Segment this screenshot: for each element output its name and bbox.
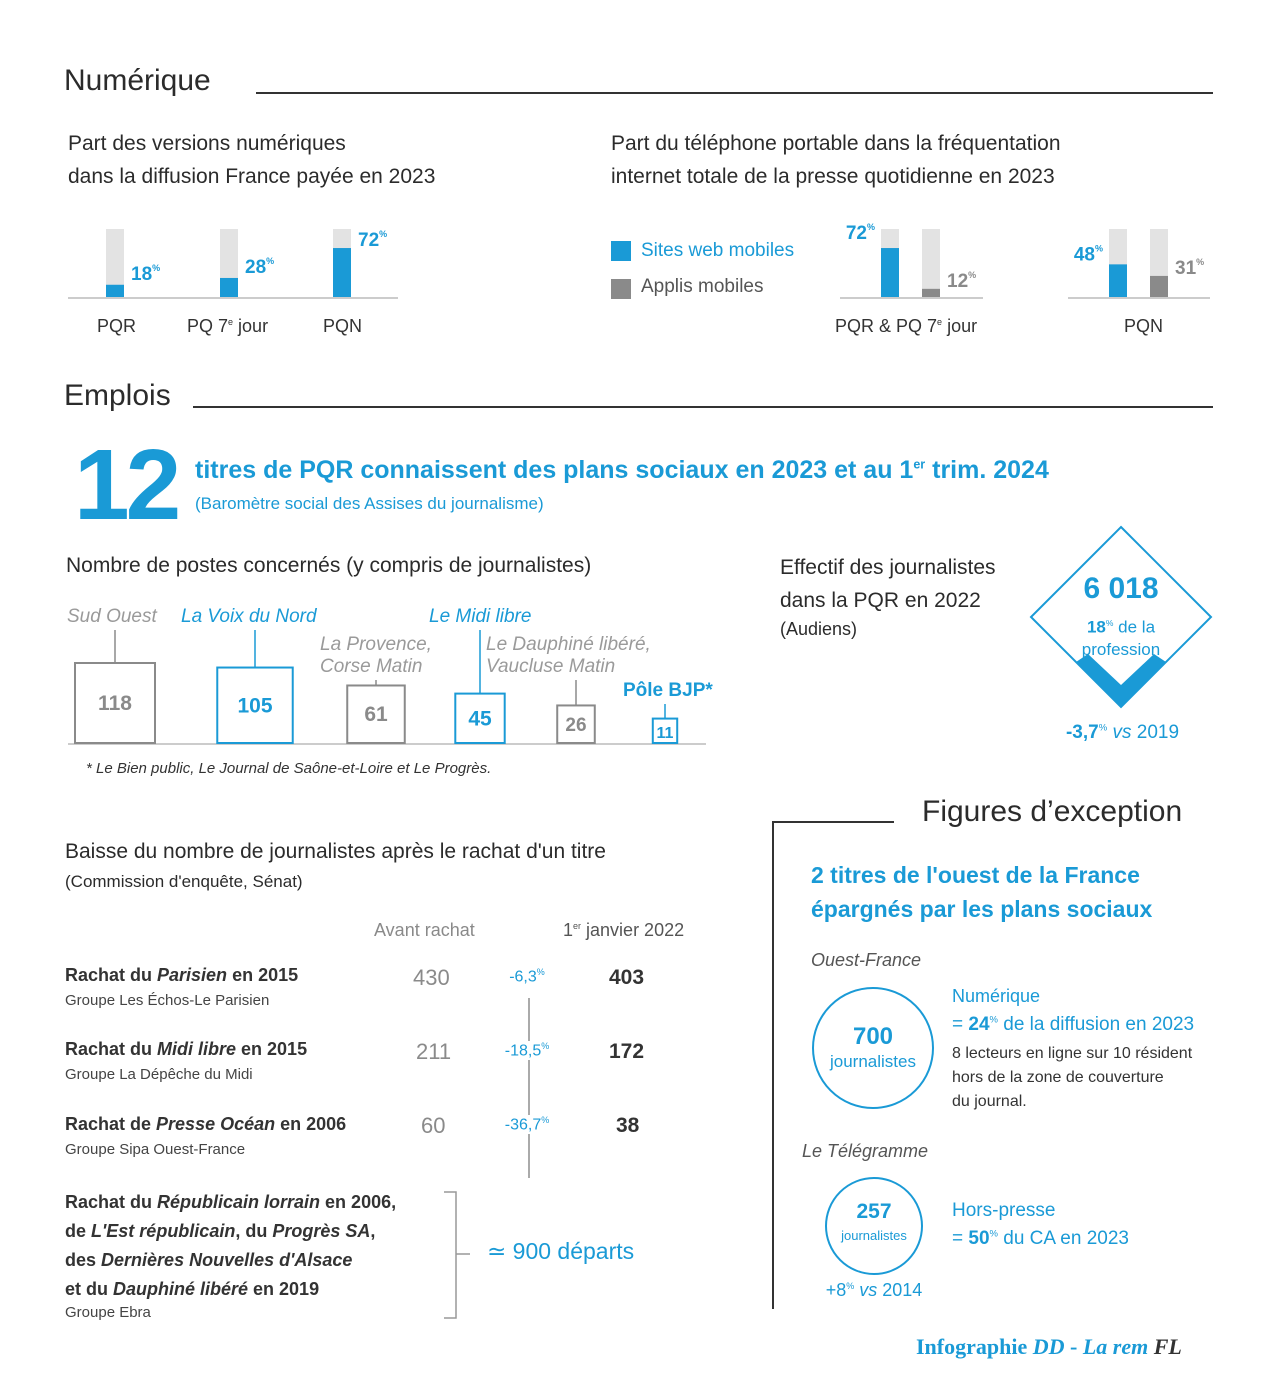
chart3-value-0: 118	[98, 692, 132, 715]
chart2-track-1-0	[922, 229, 940, 297]
chart1-bar-0	[106, 285, 124, 297]
chart3-category-4-line1: Vaucluse Matin	[486, 656, 616, 677]
chart1-bar-2	[333, 248, 351, 297]
section-title-emplois: Emplois	[64, 379, 171, 412]
table-row-2-name: Rachat de Presse Océan en 2006	[65, 1114, 347, 1134]
chart2-bar-1-0	[922, 289, 940, 297]
figures-frame-left	[772, 821, 774, 1309]
telegramme-name: Le Télégramme	[802, 1141, 929, 1161]
chart2-value-1-0: 12%	[947, 269, 977, 292]
chart3-category-2-line0: La Provence,	[320, 634, 432, 655]
chart1-value-1: 28%	[245, 255, 275, 278]
chart3-footnote: * Le Bien public, Le Journal de Saône-et-Loire et Le Progrès.	[86, 760, 492, 777]
telegramme-change: +8% vs 2014	[825, 1280, 923, 1300]
table-row-0-group: Groupe Les Échos-Le Parisien	[65, 992, 270, 1009]
chart3-category-4-line0: Le Dauphiné libéré,	[486, 634, 651, 655]
figures-headline-line2: épargnés par les plans sociaux	[811, 896, 1153, 922]
diamond-arrow-down-icon	[1076, 654, 1166, 707]
chart2-bar-0-0	[881, 248, 899, 297]
table-title: Baisse du nombre de journalistes après le rachat d'un titre	[65, 840, 606, 863]
table-row-1-after: 172	[609, 1040, 645, 1063]
effectif-title-line1: Effectif des journalistes	[780, 556, 996, 579]
chart2-bar-1-1	[1150, 276, 1168, 297]
legend-label-applis: Applis mobiles	[641, 276, 764, 297]
section-title-numerique: Numérique	[64, 64, 211, 97]
chart3-value-1: 105	[237, 694, 273, 718]
telegramme-topic: Hors-presse	[952, 1200, 1056, 1221]
section-title-figures: Figures d’exception	[922, 795, 1183, 828]
telegramme-stat: = 50% du CA en 2023	[952, 1228, 1129, 1249]
chart1-cat-pq7: PQ 7e jour	[187, 316, 269, 336]
telegramme-circle	[825, 1177, 923, 1275]
table-row-2-group: Groupe Sipa Ouest-France	[65, 1141, 246, 1158]
chart3-category-2-line1: Corse Matin	[320, 656, 423, 677]
telegramme-count-label: journalistes	[841, 1228, 907, 1243]
effectif-source: (Audiens)	[780, 619, 858, 639]
figures-frame-top	[772, 821, 894, 823]
chart2-cat-pqr-pq7: PQR & PQ 7e jour	[835, 316, 978, 336]
figures-headline	[811, 858, 1152, 926]
chart3-value-3: 45	[468, 707, 492, 731]
chart1-value-0: 18%	[131, 262, 161, 285]
effectif-change: -3,7% vs 2019	[1065, 722, 1180, 743]
chart1-title	[68, 127, 548, 193]
chart2-cat-pqn: PQN	[1124, 316, 1164, 336]
table-row-0-after: 403	[609, 966, 645, 989]
chart3-value-4: 26	[565, 715, 587, 737]
chart2-title-line2: internet totale de la presse quotidienne en 2023	[611, 165, 1055, 188]
section-rule-numerique	[256, 92, 1213, 94]
chart1-bar-1	[220, 278, 238, 297]
chart1-cat-pqr: PQR	[97, 316, 137, 336]
table-row-2-after: 38	[616, 1114, 640, 1137]
chart3-value-2: 61	[364, 703, 388, 727]
table-ebra-result: ≃ 900 départs	[487, 1238, 635, 1264]
chart2-value-1-1: 31%	[1175, 256, 1205, 279]
chart2-title	[611, 127, 1231, 193]
chart-numerique-diffusion	[60, 215, 420, 310]
chart3-title: Nombre de postes concernés (y compris de journalistes)	[66, 554, 592, 577]
chart3-category-0: Sud Ouest	[67, 606, 157, 627]
table-row-1-before: 211	[416, 1039, 452, 1064]
chart2-title-line1: Part du téléphone portable dans la fréquentation	[611, 132, 1061, 155]
table-row-0-change: -6,3%	[486, 967, 568, 986]
chart1-title-line1: Part des versions numériques	[68, 132, 346, 155]
table-row-2-change: -36,7%	[486, 1115, 568, 1134]
figures-headline-line1: 2 titres de l'ouest de la France	[811, 862, 1140, 888]
chart3-value-5: 11	[656, 724, 674, 742]
table-row-1-name: Rachat du Midi libre en 2015	[65, 1039, 308, 1059]
ouest-france-count-label: journalistes	[830, 1052, 916, 1071]
effectif-title-line2: dans la PQR en 2022	[780, 589, 981, 612]
table-row-2-before: 60	[421, 1113, 446, 1138]
ouest-france-name: Ouest-France	[811, 950, 922, 970]
plans-sociaux-number: 12	[74, 429, 178, 541]
ouest-france-topic: Numérique	[952, 986, 1041, 1006]
plans-sociaux-headline: titres de PQR connaissent des plans sociaux en 2023 et au 1er trim. 2024	[195, 456, 1049, 484]
ouest-france-note: 8 lecteurs en ligne sur 10 résident hors de la zone de couverture du journal.	[952, 1045, 1193, 1110]
ouest-france-count: 700	[852, 1023, 894, 1050]
chart1-cat-pqn: PQN	[323, 316, 363, 336]
table-source: (Commission d'enquête, Sénat)	[65, 872, 303, 891]
chart2-value-0-0: 72%	[845, 222, 875, 244]
table-ebra-name: Rachat du Républicain lorrain en 2006, de L'Est républicain, du Progrès SA, des Dernières Nouvelles d'Alsace et du Dauphiné libéré en 2019	[65, 1192, 397, 1299]
legend-swatch-sites-web	[611, 241, 631, 261]
effectif-share: 18% de la profession	[1081, 617, 1161, 659]
table-row-1-change: -18,5%	[486, 1041, 568, 1060]
table-row-1-group: Groupe La Dépêche du Midi	[65, 1066, 253, 1083]
telegramme-count: 257	[856, 1200, 892, 1223]
table-ebra-bracket	[440, 1190, 480, 1320]
table-row-0-before: 430	[413, 965, 450, 990]
infographic-credit: Infographie DD - La rem FL	[916, 1334, 1182, 1359]
ouest-france-stat: = 24% de la diffusion en 2023	[952, 1014, 1195, 1035]
chart1-value-2: 72%	[358, 229, 388, 251]
effectif-title	[780, 551, 996, 617]
table-ebra-group: Groupe Ebra	[65, 1304, 151, 1321]
table-col-apres: 1er janvier 2022	[563, 920, 685, 940]
chart-telephone-portable	[835, 215, 1230, 310]
legend-label-sites-web: Sites web mobiles	[641, 240, 795, 261]
chart3-category-1: La Voix du Nord	[181, 606, 317, 627]
chart-postes-concernes	[60, 598, 720, 750]
plans-sociaux-source: (Baromètre social des Assises du journalisme)	[195, 494, 544, 513]
chart2-bar-0-1	[1109, 264, 1127, 297]
effectif-value: 6 018	[1083, 572, 1159, 605]
chart3-category-3: Le Midi libre	[429, 606, 532, 627]
table-connector-line	[528, 998, 530, 1178]
chart3-category-5: Pôle BJP*	[623, 680, 713, 701]
legend-swatch-applis	[611, 279, 631, 299]
chart2-value-0-1: 48%	[1073, 243, 1103, 266]
table-row-0-name: Rachat du Parisien en 2015	[65, 965, 299, 985]
section-rule-emplois	[193, 406, 1213, 408]
chart1-title-line2: dans la diffusion France payée en 2023	[68, 165, 436, 188]
table-col-avant: Avant rachat	[374, 920, 475, 940]
